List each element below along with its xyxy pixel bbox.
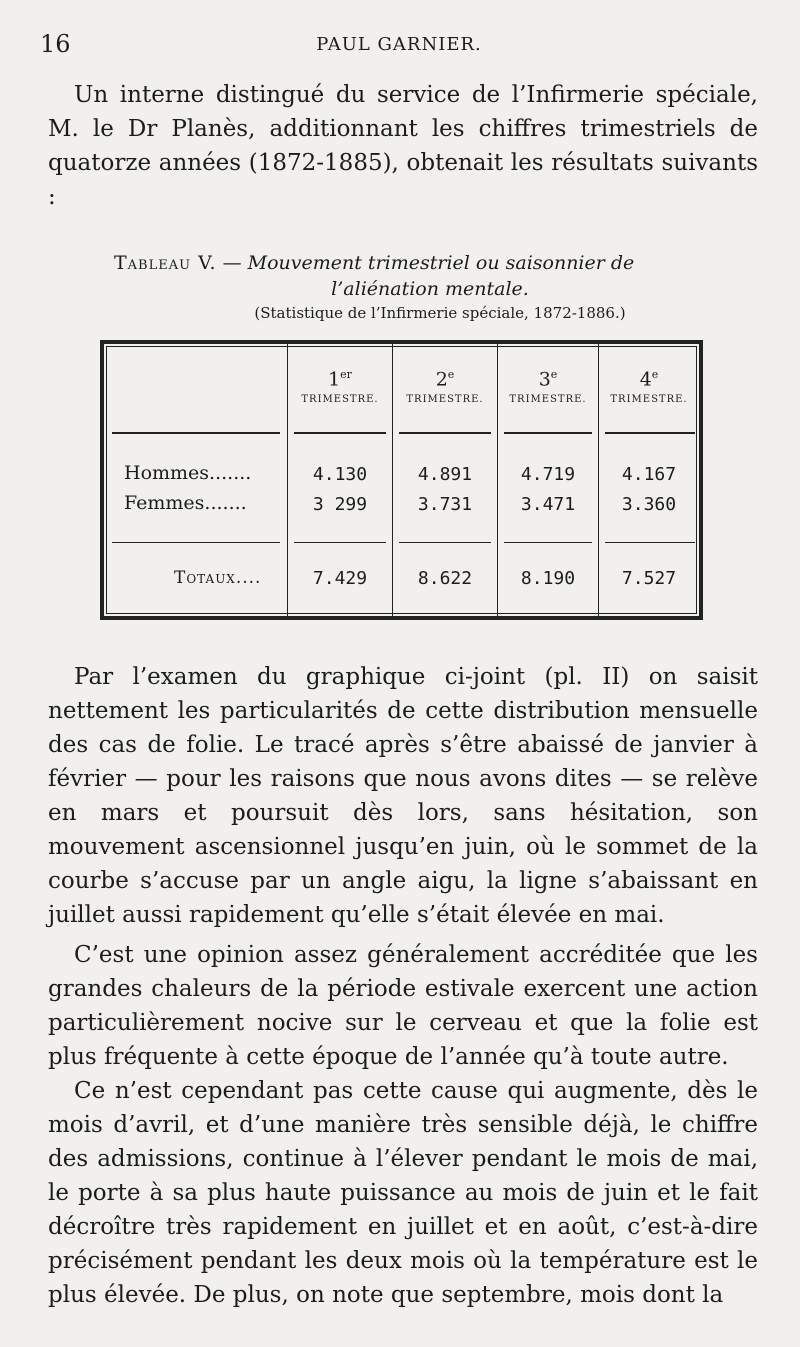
table-cell: 4.891 (417, 464, 473, 485)
table-cell-total: 8.190 (520, 568, 576, 589)
body-paragraph-3: Ce n’est cependant pas cette cause qui augmente, dès le mois d’avril, et d’une manière très sensible déjà, le chiffre des admissions, continue à l’élever pendant le mois de mai, le porte à sa plus haute puissance au mois de juin et le fait décroître très rapidement en juillet et en août, c’est-à-dire précisément pendant les deux mois où la température est le plus élevée. De plus, on note que septembre, mois dont la (48, 1078, 758, 1308)
table-cell: 3.360 (621, 494, 677, 515)
row-label-totaux: Totaux.... (174, 568, 262, 588)
caption-source: (Statistique de l’Infirmerie spéciale, 1872-1886.) (254, 304, 626, 322)
table-cell: 4.719 (520, 464, 576, 485)
caption-label: Tableau V. (114, 252, 217, 274)
total-rule (605, 542, 695, 543)
page-header (40, 30, 758, 70)
table-cell: 3.731 (417, 494, 473, 515)
row-label-femmes: Femmes....... (124, 492, 247, 514)
header-rule (399, 432, 491, 434)
header-rule (294, 432, 386, 434)
column-header-q1: 1er TRIMESTRE. (301, 368, 379, 406)
body-paragraph-1: Par l’examen du graphique ci-joint (pl. II) on saisit nettement les particularités de cette distribution mensuelle des cas de folie. Le tracé après s’être abaissé de janvier à février — pour les raisons que nous avons dites — se relève en mars et poursuit dès lors, sans hésitation, son mouvement ascensionnel jusqu’en juin, où le sommet de la courbe s’accuse par un angle aigu, la ligne s’abaissant en juillet aussi rapidement qu’elle s’était élevée en mai. (48, 664, 758, 928)
caption-title-line2: l’aliénation mentale. (331, 278, 529, 300)
table-cell: 3 299 (312, 494, 368, 515)
column-header-q2: 2e TRIMESTRE. (406, 368, 484, 406)
column-header-q3: 3e TRIMESTRE. (509, 368, 587, 406)
caption-title-line1: Mouvement trimestriel ou saisonnier de (247, 252, 635, 274)
caption-dash: — (216, 252, 248, 274)
header-rule (504, 432, 592, 434)
table-cell: 4.130 (312, 464, 368, 485)
body-paragraph-2: C’est une opinion assez généralement accréditée que les grandes chaleurs de la période estivale exercent une action particulièrement nocive sur le cerveau et que la folie est plus fréquente à cette époque de l’année qu’à toute autre. (48, 942, 758, 1070)
total-rule (504, 542, 592, 543)
column-header-q4: 4e TRIMESTRE. (610, 368, 688, 406)
statistics-table (100, 340, 703, 620)
total-rule (112, 542, 280, 543)
table-cell-total: 7.527 (621, 568, 677, 589)
row-label-hommes: Hommes....... (124, 462, 252, 484)
running-head: PAUL GARNIER. (316, 34, 482, 55)
table-cell: 4.167 (621, 464, 677, 485)
total-rule (294, 542, 386, 543)
header-rule (605, 432, 695, 434)
table-cell-total: 7.429 (312, 568, 368, 589)
page-number: 16 (40, 30, 71, 58)
total-rule (399, 542, 491, 543)
header-rule (112, 432, 280, 434)
intro-paragraph: Un interne distingué du service de l’Infirmerie spéciale, M. le Dr Planès, additionnant les chiffres trimestriels de quatorze années (1872-1885), obtenait les résultats suivants : (48, 82, 758, 210)
table-cell: 3.471 (520, 494, 576, 515)
table-caption (70, 250, 750, 302)
table-cell-total: 8.622 (417, 568, 473, 589)
